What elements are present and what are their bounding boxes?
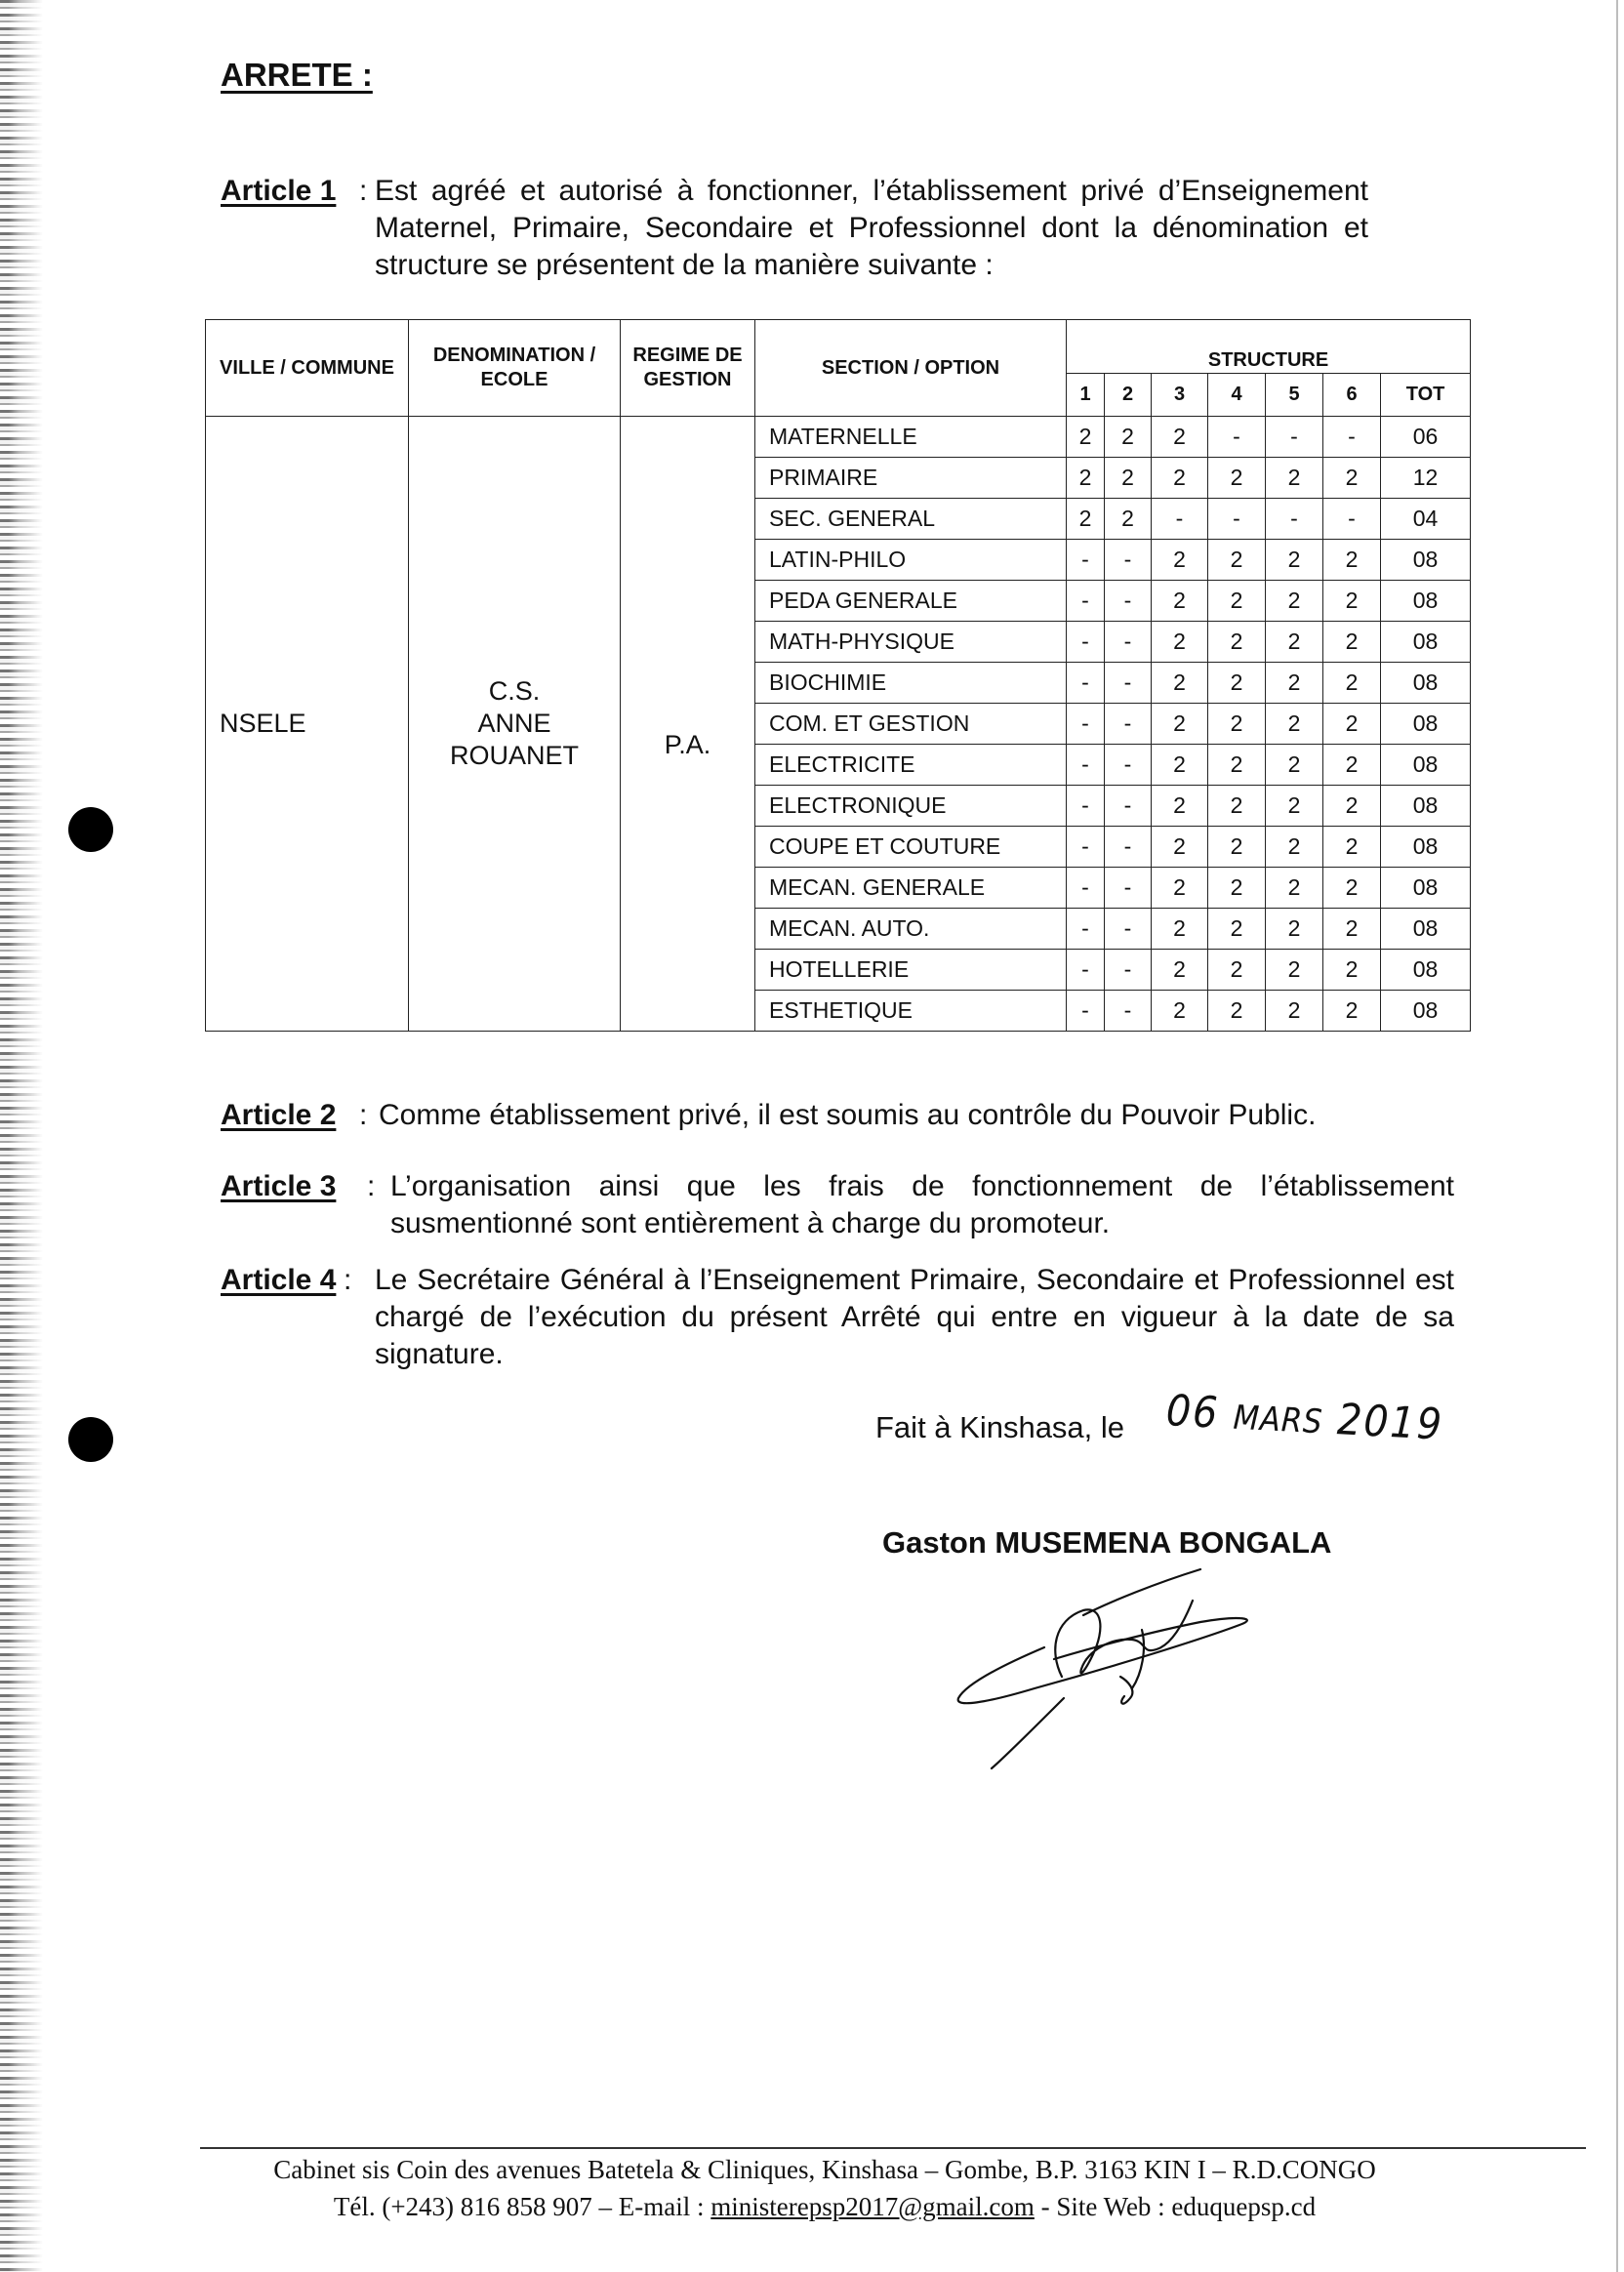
cell-level-value: 2 [1323, 622, 1381, 663]
cell-ecole [409, 417, 621, 1032]
page-edge [1616, 0, 1618, 2272]
ecole-line: C.S. [488, 676, 541, 706]
article-3 [221, 1168, 1538, 1246]
header-denomination: DENOMINATION / ECOLE [409, 320, 621, 417]
handwritten-signature [947, 1562, 1298, 1786]
cell-level-value: 2 [1152, 540, 1208, 581]
cell-total: 08 [1381, 827, 1471, 868]
cell-level-value: - [1067, 868, 1105, 909]
article-colon: : [344, 1264, 352, 1296]
cell-level-value: 2 [1208, 458, 1266, 499]
article-colon: : [359, 175, 368, 207]
article-4 [221, 1262, 1538, 1379]
cell-level-value: 2 [1266, 991, 1323, 1032]
article-colon: : [359, 1099, 368, 1131]
signatory-name: Gaston MUSEMENA BONGALA [882, 1525, 1332, 1560]
cell-total: 08 [1381, 581, 1471, 622]
cell-level-value: 2 [1266, 622, 1323, 663]
cell-level-value: - [1266, 499, 1323, 540]
cell-level-value: - [1067, 745, 1105, 786]
cell-option: MECAN. GENERALE [755, 868, 1067, 909]
cell-option: PRIMAIRE [755, 458, 1067, 499]
punch-hole [68, 807, 113, 852]
cell-total: 08 [1381, 991, 1471, 1032]
cell-total: 08 [1381, 950, 1471, 991]
cell-option: ELECTRICITE [755, 745, 1067, 786]
cell-level-value: - [1105, 745, 1152, 786]
cell-level-value: 2 [1152, 868, 1208, 909]
header-section: SECTION / OPTION [755, 320, 1067, 417]
cell-total: 06 [1381, 417, 1471, 458]
cell-level-value: 2 [1067, 417, 1105, 458]
article-label: Article 3 [221, 1170, 337, 1202]
cell-level-value: 2 [1152, 663, 1208, 704]
cell-level-value: - [1067, 827, 1105, 868]
cell-level-value: 2 [1266, 827, 1323, 868]
cell-level-value: 2 [1105, 458, 1152, 499]
cell-level-value: 2 [1266, 704, 1323, 745]
cell-level-value: 2 [1152, 622, 1208, 663]
cell-level-value: 2 [1266, 540, 1323, 581]
cell-level-value: 2 [1208, 622, 1266, 663]
header-level: 4 [1208, 374, 1266, 417]
cell-level-value: 2 [1152, 704, 1208, 745]
cell-option: SEC. GENERAL [755, 499, 1067, 540]
cell-level-value: - [1105, 540, 1152, 581]
cell-total: 08 [1381, 622, 1471, 663]
header-level: 1 [1067, 374, 1105, 417]
cell-level-value: 2 [1323, 540, 1381, 581]
cell-option: MATH-PHYSIQUE [755, 622, 1067, 663]
cell-level-value: 2 [1323, 663, 1381, 704]
cell-level-value: 2 [1208, 540, 1266, 581]
cell-regime: P.A. [621, 417, 755, 1032]
footer-rule [200, 2147, 1586, 2149]
cell-level-value: - [1067, 622, 1105, 663]
cell-level-value: - [1105, 704, 1152, 745]
cell-ville: NSELE [206, 417, 409, 1032]
cell-level-value: 2 [1208, 581, 1266, 622]
cell-option: MECAN. AUTO. [755, 909, 1067, 950]
header-regime: REGIME DE GESTION [621, 320, 755, 417]
cell-level-value: - [1067, 704, 1105, 745]
footer-address: Cabinet sis Coin des avenues Batetela & Cliniques, Kinshasa – Gombe, B.P. 3163 KIN I – R.D.CONGO [273, 2155, 1376, 2184]
date-day: 06 [1164, 1386, 1221, 1439]
article-label: Article 4 [221, 1264, 337, 1296]
header-level: 6 [1323, 374, 1381, 417]
cell-option: COUPE ET COUTURE [755, 827, 1067, 868]
cell-level-value: - [1208, 499, 1266, 540]
cell-level-value: 2 [1323, 827, 1381, 868]
cell-total: 08 [1381, 868, 1471, 909]
cell-level-value: 2 [1152, 786, 1208, 827]
cell-level-value: 2 [1152, 458, 1208, 499]
cell-level-value: - [1105, 786, 1152, 827]
cell-level-value: 2 [1152, 827, 1208, 868]
cell-total: 08 [1381, 745, 1471, 786]
cell-level-value: 2 [1152, 909, 1208, 950]
cell-option: ELECTRONIQUE [755, 786, 1067, 827]
cell-level-value: 2 [1067, 499, 1105, 540]
ecole-line: ANNE [477, 709, 551, 738]
cell-level-value: - [1105, 581, 1152, 622]
article-text: Comme établissement privé, il est soumis au contrôle du Pouvoir Public. [379, 1099, 1317, 1131]
header-level: TOT [1381, 374, 1471, 417]
article-text: Le Secrétaire Général à l’Enseignement Primaire, Secondaire et Professionnel est chargé de l’exécution du présent Arrêté qui entre en vigueur à la date de sa signature. [375, 1264, 1454, 1370]
cell-level-value: 2 [1208, 991, 1266, 1032]
cell-level-value: 2 [1208, 868, 1266, 909]
table-row [206, 417, 1471, 458]
cell-level-value: 2 [1323, 704, 1381, 745]
cell-level-value: 2 [1152, 417, 1208, 458]
cell-total: 08 [1381, 663, 1471, 704]
cell-option: MATERNELLE [755, 417, 1067, 458]
cell-level-value: 2 [1208, 663, 1266, 704]
date-year: 2019 [1335, 1395, 1445, 1450]
cell-level-value: - [1105, 909, 1152, 950]
cell-level-value: 2 [1152, 950, 1208, 991]
cell-level-value: 2 [1266, 868, 1323, 909]
structure-table [205, 319, 1471, 1032]
cell-level-value: 2 [1266, 581, 1323, 622]
cell-level-value: - [1105, 868, 1152, 909]
cell-total: 04 [1381, 499, 1471, 540]
cell-level-value: 2 [1323, 745, 1381, 786]
cell-level-value: 2 [1323, 868, 1381, 909]
footer-tel: Tél. (+243) 816 858 907 – E-mail : [333, 2192, 705, 2221]
cell-level-value: - [1067, 540, 1105, 581]
cell-level-value: - [1067, 663, 1105, 704]
cell-level-value: 2 [1208, 745, 1266, 786]
cell-level-value: 2 [1323, 991, 1381, 1032]
article-2 [221, 1097, 1538, 1136]
cell-option: ESTHETIQUE [755, 991, 1067, 1032]
cell-option: PEDA GENERALE [755, 581, 1067, 622]
cell-level-value: - [1208, 417, 1266, 458]
cell-level-value: - [1105, 663, 1152, 704]
cell-level-value: - [1105, 991, 1152, 1032]
cell-level-value: - [1105, 950, 1152, 991]
cell-level-value: 2 [1266, 950, 1323, 991]
cell-level-value: - [1105, 827, 1152, 868]
cell-total: 08 [1381, 540, 1471, 581]
ecole-line: ROUANET [449, 741, 579, 770]
cell-level-value: 2 [1208, 827, 1266, 868]
cell-level-value: 2 [1323, 581, 1381, 622]
cell-level-value: - [1067, 950, 1105, 991]
cell-level-value: - [1266, 417, 1323, 458]
cell-total: 12 [1381, 458, 1471, 499]
cell-level-value: 2 [1105, 499, 1152, 540]
cell-option: BIOCHIMIE [755, 663, 1067, 704]
header-ville: VILLE / COMMUNE [206, 320, 409, 417]
table-header-row [206, 320, 1471, 374]
cell-level-value: 2 [1105, 417, 1152, 458]
cell-level-value: 2 [1067, 458, 1105, 499]
cell-level-value: 2 [1323, 458, 1381, 499]
cell-level-value: - [1067, 786, 1105, 827]
cell-level-value: 2 [1266, 786, 1323, 827]
cell-level-value: 2 [1266, 458, 1323, 499]
scan-edge-artifact [0, 0, 43, 2272]
cell-level-value: 2 [1266, 663, 1323, 704]
article-label: Article 2 [221, 1099, 337, 1131]
punch-hole [68, 1417, 113, 1462]
cell-level-value: 2 [1266, 909, 1323, 950]
cell-level-value: 2 [1323, 786, 1381, 827]
cell-level-value: - [1323, 417, 1381, 458]
cell-option: COM. ET GESTION [755, 704, 1067, 745]
cell-level-value: - [1067, 909, 1105, 950]
article-text: Est agréé et autorisé à fonctionner, l’établissement privé d’Enseignement Maternel, Primaire, Secondaire et Professionnel dont la dénomination et structure se présentent de la manière suivante : [375, 175, 1368, 281]
header-structure: STRUCTURE [1067, 320, 1471, 374]
cell-level-value: 2 [1323, 909, 1381, 950]
header-level: 5 [1266, 374, 1323, 417]
cell-total: 08 [1381, 909, 1471, 950]
footer-email: ministerepsp2017@gmail.com [710, 2192, 1035, 2221]
article-colon: : [367, 1170, 376, 1202]
cell-level-value: 2 [1208, 786, 1266, 827]
cell-level-value: 2 [1208, 950, 1266, 991]
cell-total: 08 [1381, 786, 1471, 827]
cell-level-value: 2 [1208, 704, 1266, 745]
cell-level-value: 2 [1208, 909, 1266, 950]
article-label: Article 1 [221, 175, 337, 207]
arrete-heading: ARRETE : [221, 57, 373, 93]
cell-level-value: 2 [1152, 991, 1208, 1032]
header-level: 2 [1105, 374, 1152, 417]
cell-option: HOTELLERIE [755, 950, 1067, 991]
cell-level-value: - [1323, 499, 1381, 540]
footer-site: - Site Web : eduquepsp.cd [1040, 2192, 1317, 2221]
cell-level-value: - [1152, 499, 1208, 540]
date-month: MARS [1232, 1398, 1324, 1442]
cell-level-value: 2 [1152, 581, 1208, 622]
cell-level-value: 2 [1152, 745, 1208, 786]
cell-level-value: - [1067, 991, 1105, 1032]
article-text: L’organisation ainsi que les frais de fonctionnement de l’établissement susmentionné sont entièrement à charge du promoteur. [390, 1170, 1454, 1239]
cell-level-value: 2 [1266, 745, 1323, 786]
footer-contact [200, 2192, 1449, 2222]
cell-level-value: 2 [1323, 950, 1381, 991]
place-date-label: Fait à Kinshasa, le [875, 1410, 1125, 1444]
cell-total: 08 [1381, 704, 1471, 745]
date-stamp [1165, 1386, 1445, 1450]
article-1 [221, 173, 1538, 290]
cell-level-value: - [1067, 581, 1105, 622]
header-level: 3 [1152, 374, 1208, 417]
cell-level-value: - [1105, 622, 1152, 663]
cell-option: LATIN-PHILO [755, 540, 1067, 581]
